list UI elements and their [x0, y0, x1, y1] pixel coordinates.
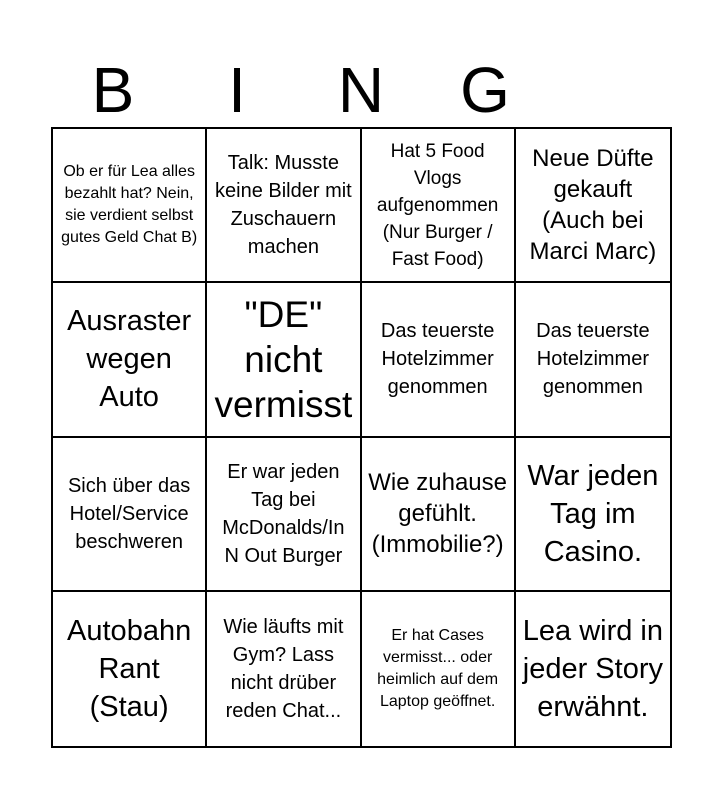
- bingo-cell[interactable]: [362, 592, 516, 746]
- header-letter-n: N: [337, 54, 385, 126]
- cell-text: Ob er für Lea alles bezahlt hat? Nein, sie verdient selbst gutes Geld Chat B): [61, 163, 198, 247]
- header-letter-g: G: [460, 54, 510, 126]
- bingo-cell[interactable]: [516, 438, 670, 592]
- cell-text: Sich über das Hotel/Service beschweren: [67, 474, 191, 553]
- bingo-cell[interactable]: [516, 283, 670, 437]
- bingo-cell[interactable]: [207, 129, 361, 283]
- cell-text: "DE" nicht vermisst: [214, 293, 353, 425]
- bingo-cell[interactable]: [53, 129, 207, 283]
- bingo-cell[interactable]: [207, 283, 361, 437]
- bingo-cell[interactable]: [53, 283, 207, 437]
- bingo-cell[interactable]: [362, 438, 516, 592]
- bingo-cell[interactable]: [516, 592, 670, 746]
- cell-text: Wie zuhause gefühlt. (Immobilie?): [368, 469, 507, 559]
- cell-text: Hat 5 Food Vlogs aufgenommen (Nur Burger / Fast Food): [376, 140, 499, 270]
- cell-text: Neue Düfte gekauft (Auch bei Marci Marc): [529, 145, 657, 266]
- bingo-cell[interactable]: [207, 438, 361, 592]
- cell-text: Das teuerste Hotelzimmer genommen: [536, 320, 650, 399]
- header-letter-b: B: [91, 54, 135, 126]
- cell-text: War jeden Tag im Casino.: [527, 459, 659, 568]
- bingo-header: [51, 52, 671, 128]
- bingo-cell[interactable]: [362, 283, 516, 437]
- header-letter-i: I: [228, 54, 246, 126]
- bingo-board: [51, 127, 672, 748]
- cell-text: Er war jeden Tag bei McDonalds/In N Out Burger: [222, 460, 345, 567]
- bingo-cell[interactable]: [516, 129, 670, 283]
- cell-text: Wie läufts mit Gym? Lass nicht drüber reden Chat...: [223, 615, 344, 722]
- bingo-cell[interactable]: [53, 592, 207, 746]
- bingo-cell[interactable]: [362, 129, 516, 283]
- cell-text: Talk: Musste keine Bilder mit Zuschauern machen: [215, 152, 352, 259]
- cell-text: Lea wird in jeder Story erwähnt.: [522, 614, 663, 723]
- cell-text: Er hat Cases vermisst... oder heimlich auf dem Laptop geöffnet.: [377, 626, 499, 710]
- cell-text: Autobahn Rant (Stau): [67, 614, 192, 723]
- bingo-cell[interactable]: [53, 438, 207, 592]
- bingo-cell[interactable]: [207, 592, 361, 746]
- cell-text: Ausraster wegen Auto: [67, 305, 192, 414]
- cell-text: Das teuerste Hotelzimmer genommen: [380, 320, 495, 399]
